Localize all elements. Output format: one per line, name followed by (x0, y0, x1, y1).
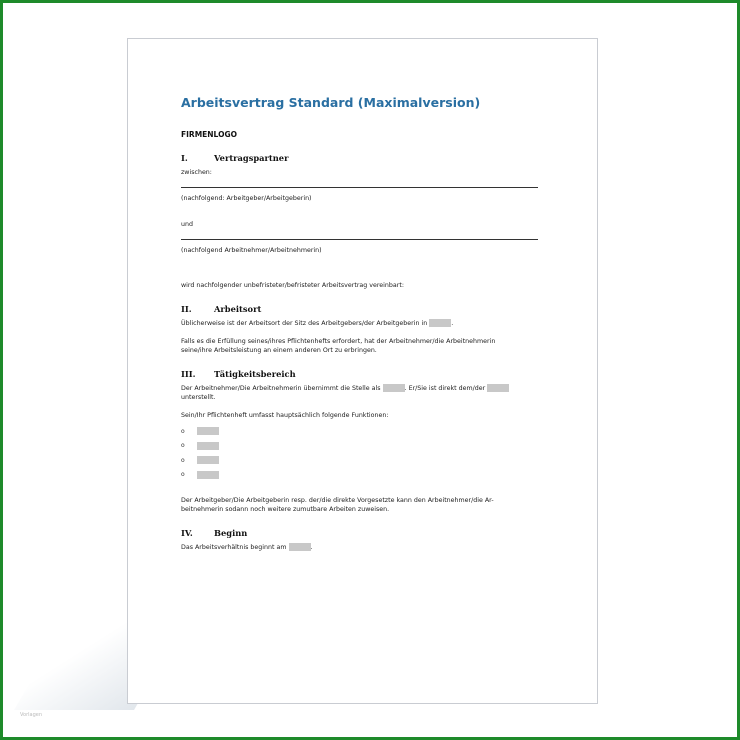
paragraph-employee-note: (nachfolgend Arbeitnehmer/Arbeitnehmerin) (181, 247, 322, 254)
function-list (181, 424, 546, 482)
company-logo-placeholder: FIRMENLOGO (181, 130, 237, 139)
section-heading-2 (181, 304, 546, 314)
placeholder-field (197, 442, 219, 450)
paragraph-arbeitsort-2: Falls es die Erfüllung seines/ihres Pflichtenhefts erfordert, hat der Arbeitnehmer/die Arbeitnehmerin seine/ihre Arbeitsleistung an einem anderen Ort zu erbringen. (181, 338, 496, 354)
paragraph-agreement: wird nachfolgender unbefristeter/befristeter Arbeitsvertrag vereinbart: (181, 282, 404, 289)
paragraph-beginn: Das Arbeitsverhältnis beginnt am . (181, 544, 313, 551)
placeholder-field (197, 471, 219, 479)
section-title: Arbeitsort (214, 304, 262, 314)
document-content (181, 95, 546, 561)
section-title: Beginn (214, 528, 248, 538)
footer-watermark: Vorlagen (20, 712, 43, 718)
placeholder-field (487, 384, 509, 392)
section-heading-3 (181, 369, 546, 379)
placeholder-field (429, 319, 451, 327)
section-heading-4 (181, 528, 546, 538)
paragraph-stelle: Der Arbeitnehmer/Die Arbeitnehmerin übernimmt die Stelle als . Er/Sie ist direkt dem/der unterstellt. (181, 384, 546, 402)
paragraph-pflichtenheft: Sein/Ihr Pflichtenheft umfasst hauptsächlich folgende Funktionen: (181, 412, 389, 419)
section-number: III. (181, 369, 196, 379)
section-title: Tätigkeitsbereich (214, 369, 296, 379)
placeholder-field (197, 456, 219, 464)
paragraph-arbeitsort: Üblicherweise ist der Arbeitsort der Sitz des Arbeitgebers/der Arbeitgeberin in . (181, 320, 454, 327)
placeholder-field (197, 427, 219, 435)
paragraph-employer-note: (nachfolgend: Arbeitgeber/Arbeitgeberin) (181, 195, 312, 202)
employer-blank-line (181, 177, 538, 188)
section-number: II. (181, 304, 192, 314)
list-item: o (181, 453, 546, 468)
section-number: IV. (181, 528, 193, 538)
paragraph-und: und (181, 221, 193, 228)
list-item: o (181, 439, 546, 454)
section-number: I. (181, 153, 188, 163)
paragraph-zwischen: zwischen: (181, 169, 212, 176)
section-heading-1 (181, 153, 546, 163)
list-item: o (181, 424, 546, 439)
list-item: o (181, 468, 546, 483)
employee-blank-line (181, 229, 538, 240)
document-page (127, 38, 598, 704)
placeholder-field (289, 543, 311, 551)
placeholder-field (383, 384, 405, 392)
section-title: Vertragspartner (214, 153, 289, 163)
paragraph-weitere-arbeiten: Der Arbeitgeber/Die Arbeitgeberin resp. der/die direkte Vorgesetzte kann den Arbeitnehmer/die Ar- beitnehmerin sodann noch weitere zumutbare Arbeiten zuweisen. (181, 497, 494, 513)
document-title: Arbeitsvertrag Standard (Maximalversion) (181, 95, 481, 110)
